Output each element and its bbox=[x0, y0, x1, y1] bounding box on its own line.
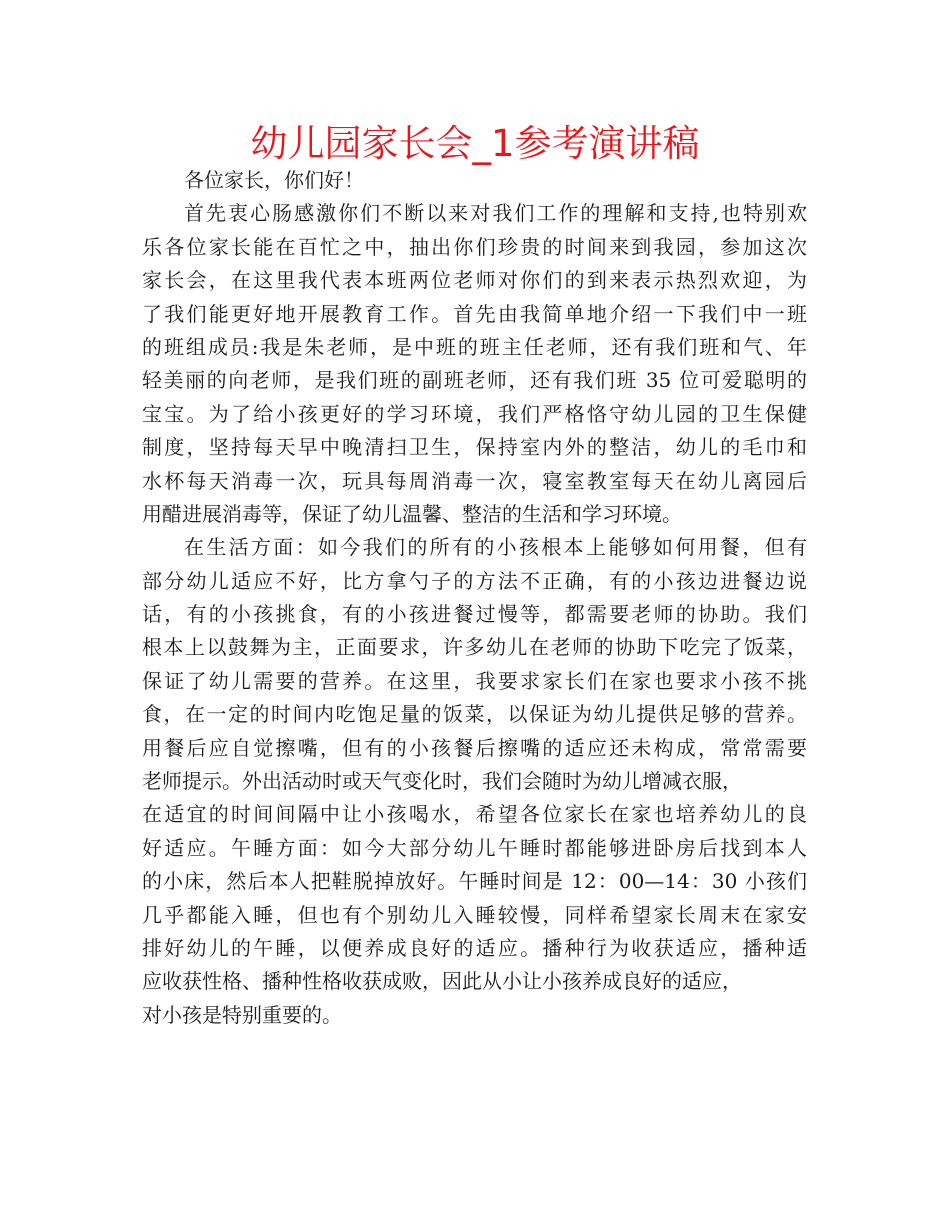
text-line: 水杯每天消毒一次，玩具每周消毒一次，寝室教室每天在幼儿离园后 bbox=[142, 468, 807, 493]
text-line: 轻美丽的向老师，是我们班的副班老师，还有我们班 35 位可爱聪明的 bbox=[142, 368, 807, 393]
text-line: 几乎都能入睡，但也有个别幼儿入睡较慢，同样希望家长周末在家安 bbox=[142, 902, 807, 927]
text-line: 应收获性格、播种性格收获成败，因此从小让小孩养成良好的适应， bbox=[142, 969, 742, 994]
text-line: 宝宝。为了给小孩更好的学习环境，我们严格恪守幼儿园的卫生保健 bbox=[142, 401, 807, 426]
text-line: 根本上以鼓舞为主，正面要求，许多幼儿在老师的协助下吃完了饭菜， bbox=[142, 635, 807, 660]
text-line: 的班组成员:我是朱老师，是中班的班主任老师，还有我们班和气、年 bbox=[142, 334, 807, 359]
text-line: 在生活方面：如今我们的所有的小孩根本上能够如何用餐，但有 bbox=[184, 535, 807, 560]
page-title: 幼儿园家长会_1参考演讲稿 bbox=[250, 122, 700, 165]
document-body bbox=[142, 164, 807, 1032]
text-line: 好适应。午睡方面：如今大部分幼儿午睡时都能够进卧房后找到本人 bbox=[142, 835, 807, 860]
text-line: 排好幼儿的午睡，以便养成良好的适应。播种行为收获适应，播种适 bbox=[142, 935, 807, 960]
text-line: 制度，坚持每天早中晚清扫卫生，保持室内外的整洁，幼儿的毛巾和 bbox=[142, 435, 807, 460]
text-line: 部分幼儿适应不好，比方拿勺子的方法不正确，有的小孩边进餐边说 bbox=[142, 568, 807, 593]
text-line: 老师提示。外出活动时或天气变化时，我们会随时为幼儿增减衣服， bbox=[142, 769, 742, 794]
text-line: 对小孩是特别重要的。 bbox=[142, 1002, 342, 1027]
text-line: 在适宜的时间间隔中让小孩喝水，希望各位家长在家也培养幼儿的良 bbox=[142, 802, 807, 827]
text-line: 首先衷心肠感激你们不断以来对我们工作的理解和支持,也特别欢 bbox=[184, 201, 807, 226]
text-line: 了我们能更好地开展教育工作。首先由我简单地介绍一下我们中一班 bbox=[142, 301, 807, 326]
text-line: 用餐后应自觉擦嘴，但有的小孩餐后擦嘴的适应还未构成，常常需要 bbox=[142, 735, 807, 760]
text-line: 用醋进展消毒等，保证了幼儿温馨、整洁的生活和学习环境。 bbox=[142, 501, 682, 526]
text-line: 乐各位家长能在百忙之中，抽出你们珍贵的时间来到我园，参加这次 bbox=[142, 234, 807, 259]
text-line: 保证了幼儿需要的营养。在这里，我要求家长们在家也要求小孩不挑 bbox=[142, 668, 807, 693]
text-line: 食，在一定的时间内吃饱足量的饭菜，以保证为幼儿提供足够的营养。 bbox=[142, 702, 807, 727]
text-line: 家长会，在这里我代表本班两位老师对你们的到来表示热烈欢迎，为 bbox=[142, 268, 807, 293]
text-line: 话，有的小孩挑食，有的小孩进餐过慢等，都需要老师的协助。我们 bbox=[142, 602, 807, 627]
text-line: 各位家长，你们好！ bbox=[184, 168, 364, 192]
text-line: 的小床，然后本人把鞋脱掉放好。午睡时间是 12：00—14：30 小孩们 bbox=[142, 869, 807, 894]
